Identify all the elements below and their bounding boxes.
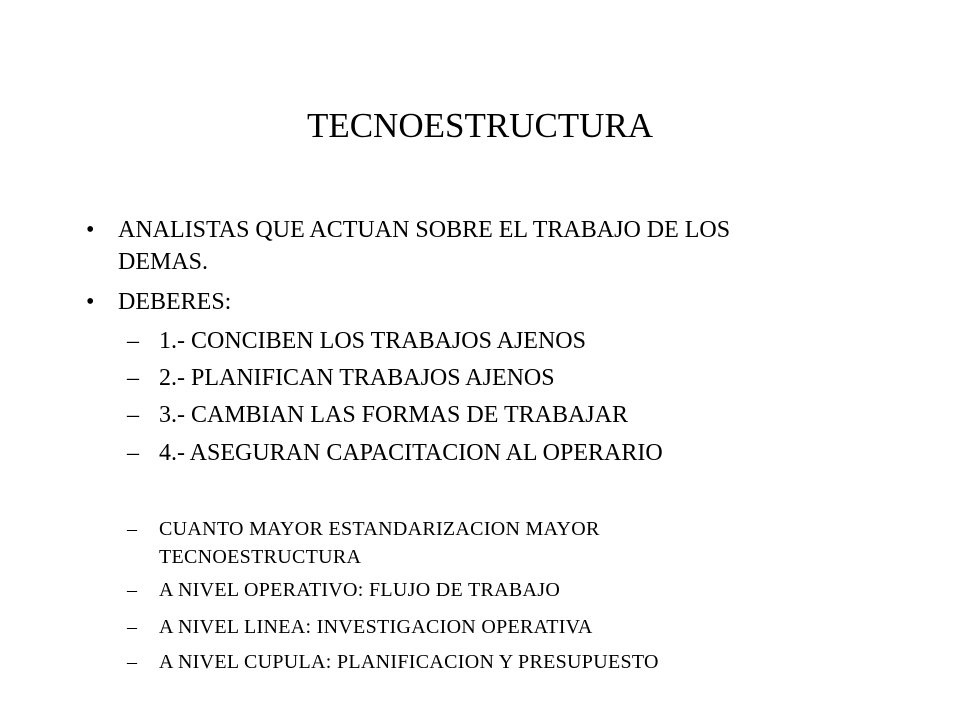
note-text-line: CUANTO MAYOR ESTANDARIZACION MAYOR — [159, 518, 600, 540]
duty-text: 4.- ASEGURAN CAPACITACION AL OPERARIO — [159, 440, 663, 466]
duty-text: 1.- CONCIBEN LOS TRABAJOS AJENOS — [159, 328, 586, 354]
bullet-text-line: ANALISTAS QUE ACTUAN SOBRE EL TRABAJO DE LOS — [118, 217, 731, 243]
duty-item — [127, 362, 555, 394]
dash-marker: – — [127, 616, 138, 638]
bullet-text-line: DEBERES: — [118, 289, 232, 315]
slide-title: TECNOESTRUCTURA — [306, 106, 654, 145]
note-text-line: TECNOESTRUCTURA — [159, 546, 362, 568]
bullet-marker: • — [86, 289, 95, 315]
note-item — [127, 515, 600, 571]
dash-marker: – — [127, 518, 138, 540]
duty-text: 3.- CAMBIAN LAS FORMAS DE TRABAJAR — [159, 402, 628, 428]
bullet-item — [86, 286, 232, 318]
duty-text: 2.- PLANIFICAN TRABAJOS AJENOS — [159, 365, 555, 391]
note-item — [127, 613, 593, 641]
dash-marker: – — [127, 579, 138, 601]
note-text-line: A NIVEL OPERATIVO: FLUJO DE TRABAJO — [159, 579, 561, 601]
dash-marker: – — [127, 651, 138, 673]
duty-item — [127, 325, 586, 357]
dash-marker: – — [127, 440, 139, 466]
note-item — [127, 576, 561, 604]
dash-marker: – — [127, 365, 139, 391]
dash-marker: – — [127, 328, 139, 354]
duty-item — [127, 399, 628, 431]
dash-marker: – — [127, 402, 139, 428]
note-text-line: A NIVEL CUPULA: PLANIFICACION Y PRESUPUESTO — [159, 651, 659, 673]
bullet-text-line: DEMAS. — [118, 249, 209, 275]
duty-item — [127, 437, 663, 469]
note-item — [127, 648, 659, 676]
note-text-line: A NIVEL LINEA: INVESTIGACION OPERATIVA — [159, 616, 593, 638]
bullet-marker: • — [86, 217, 95, 243]
bullet-item — [86, 214, 731, 278]
